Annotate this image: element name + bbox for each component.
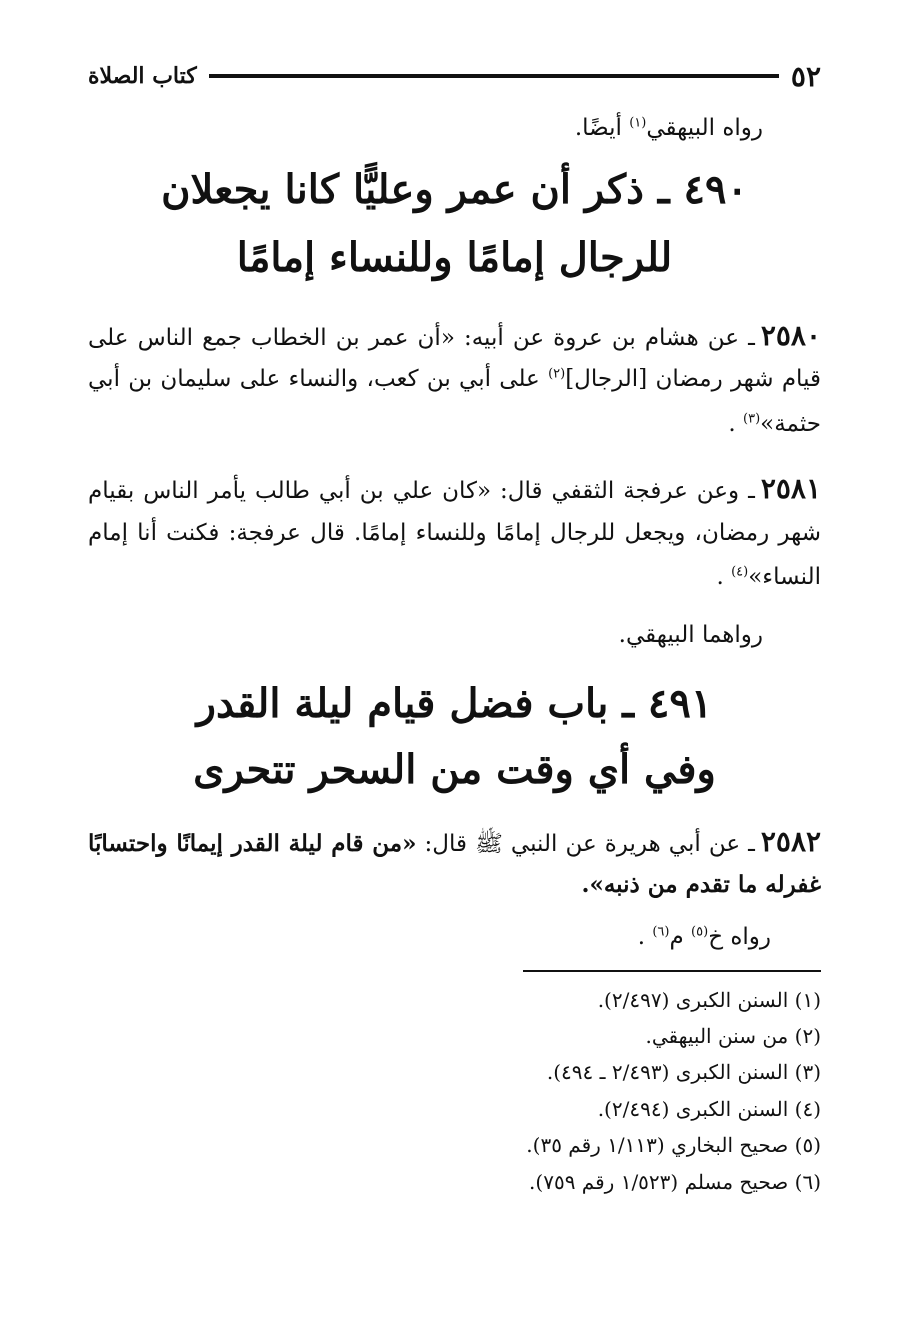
hadith-number: ٢٥٨١ xyxy=(760,472,821,505)
hadith-2581-attribution: رواهما البيهقي. xyxy=(618,622,763,648)
hadith-2581-line2: شهر رمضان، ويجعل للرجال إمامًا وللنساء إمامًا. قال عرفجة: فكنت أنا إمام xyxy=(88,520,821,546)
hadith-2580-line2 xyxy=(88,368,821,391)
attribution-text: م xyxy=(669,924,692,950)
footnote-4: (٤) السنن الكبرى (٢/٤٩٤). xyxy=(597,1097,821,1121)
hadith-2581-line3 xyxy=(88,566,821,589)
footnote-2: (٢) من سنن البيهقي. xyxy=(645,1024,821,1048)
hadith-text: ـ عن هشام بن عروة عن أبيه: «أن عمر بن الخطاب جمع الناس على xyxy=(88,325,755,351)
footnote-ref-1: (١) xyxy=(629,115,647,131)
hadith-text: . xyxy=(728,411,743,437)
hadith-number: ٢٥٨٠ xyxy=(760,319,821,352)
page-number: ٥٢ xyxy=(790,59,821,93)
hadith-text: . xyxy=(716,564,732,590)
footnote-ref-3: (٣) xyxy=(743,411,761,427)
hadith-2582-attribution xyxy=(88,926,771,949)
section-491-heading-line1: ٤٩١ ـ باب فضل قيام ليلة القدر xyxy=(196,680,713,727)
footnote-ref-5: (٥) xyxy=(691,924,709,940)
attribution-text: رواه خ xyxy=(708,924,771,950)
footnote-6: (٦) صحيح مسلم (١/٥٢٣ رقم ٧٥٩). xyxy=(529,1170,821,1194)
intro-text: رواه البيهقي xyxy=(646,115,763,141)
section-490-heading-line1: ٤٩٠ ـ ذكر أن عمر وعليًّا كانا يجعلان xyxy=(161,166,748,213)
hadith-text: ـ وعن عرفجة الثقفي قال: «كان علي بن أبي طالب يأمر الناس بقيام xyxy=(88,478,755,504)
hadith-text: قيام شهر رمضان [الرجال] xyxy=(565,366,822,392)
footnote-3: (٣) السنن الكبرى (٢/٤٩٣ ـ ٤٩٤). xyxy=(546,1060,821,1084)
attribution-text: . xyxy=(637,924,653,950)
section-490-heading-line2: للرجال إمامًا وللنساء إمامًا xyxy=(236,234,673,281)
intro-after: أيضًا. xyxy=(574,115,630,141)
hadith-quote: «من قام ليلة القدر إيمانًا واحتسابًا xyxy=(88,830,417,857)
footnote-ref-2: (٢) xyxy=(548,366,566,382)
footnote-ref-6: (٦) xyxy=(652,924,670,940)
header-rule xyxy=(209,74,779,78)
intro-line xyxy=(88,117,763,140)
footnote-separator xyxy=(523,970,821,972)
book-title: كتاب الصلاة xyxy=(88,63,197,89)
running-header xyxy=(88,56,821,96)
hadith-2582-line1 xyxy=(88,825,822,858)
hadith-text: ـ عن أبي هريرة عن النبي ﷺ قال: xyxy=(416,831,755,857)
hadith-number: ٢٥٨٢ xyxy=(760,825,822,858)
footnote-1: (١) السنن الكبرى (٢/٤٩٧). xyxy=(597,988,821,1012)
hadith-text: حثمة» xyxy=(760,411,821,437)
book-page xyxy=(88,0,821,1343)
hadith-text: على أبي بن كعب، والنساء على سليمان بن أبي xyxy=(88,366,549,392)
hadith-2580-line1 xyxy=(88,319,821,352)
hadith-text: النساء» xyxy=(748,564,821,590)
hadith-2581-line1 xyxy=(88,472,821,505)
section-491-heading-line2: وفي أي وقت من السحر تتحرى xyxy=(193,746,716,793)
footnote-5: (٥) صحيح البخاري (١/١١٣ رقم ٣٥). xyxy=(526,1133,821,1157)
hadith-2582-line2: غفرله ما تقدم من ذنبه». xyxy=(581,871,821,898)
footnote-ref-4: (٤) xyxy=(731,564,749,580)
hadith-2580-line3 xyxy=(88,413,821,436)
